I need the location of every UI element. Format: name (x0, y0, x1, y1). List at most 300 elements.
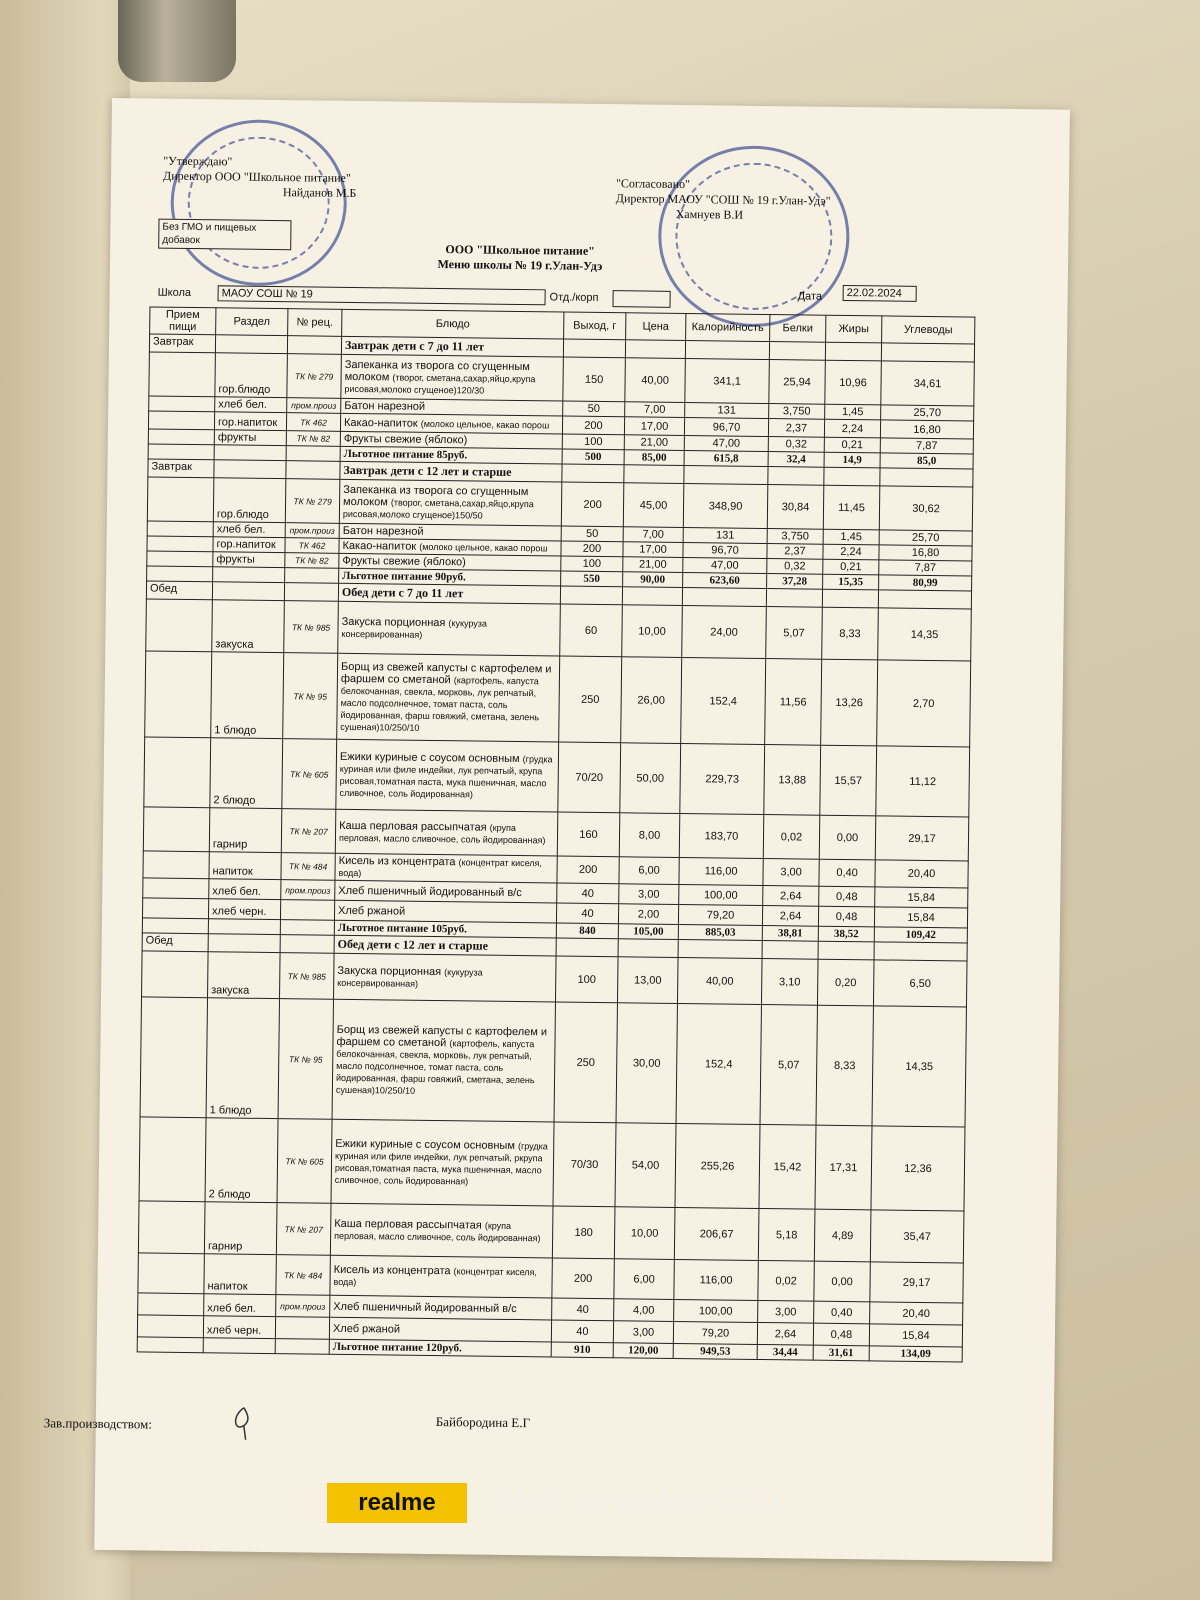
section-category: гор.напиток (214, 412, 286, 431)
dish-cell (339, 479, 562, 526)
dish-cell (329, 1317, 551, 1342)
empty-cell (284, 583, 338, 602)
value-out: 200 (561, 482, 624, 527)
empty-cell (203, 1338, 275, 1354)
empty-cell (149, 396, 215, 412)
dish-ingredients: (молоко цельное, какао порош (419, 541, 548, 554)
empty-cell (213, 567, 285, 583)
empty-cell (147, 566, 213, 582)
value-kcal: 183,70 (679, 813, 764, 858)
dish-name: Хлеб ржаной (332, 1322, 401, 1336)
meal-label: Завтрак (148, 459, 214, 478)
total-kcal: 623,60 (683, 573, 767, 589)
dish-ingredients: (творог, сметана,сахар,яйцо,крупа рисовая,молоко сгущеное)150/50 (342, 496, 534, 521)
value-price: 4,00 (614, 1299, 674, 1322)
section-category: гор.напиток (213, 537, 285, 553)
camera-watermark: Shot on realme C30 (495, 1484, 780, 1519)
section-category: напиток (204, 1254, 276, 1295)
recipe-number: ТК № 605 (277, 1119, 332, 1204)
value-f: 4,89 (814, 1209, 871, 1262)
value-c: 15,84 (875, 887, 968, 908)
recipe-number: пром.произ (276, 1295, 330, 1318)
dept-value (612, 290, 670, 308)
value-kcal: 255,26 (675, 1123, 760, 1208)
value-c: 2,70 (877, 660, 971, 747)
value-f: 0,00 (814, 1261, 870, 1302)
column-header: Прием пищи (150, 307, 216, 335)
value-c: 7,87 (880, 438, 973, 454)
total-out: 840 (556, 923, 618, 939)
no-gmo-line1: Без ГМО и пищевых (162, 221, 257, 234)
empty-cell (280, 920, 334, 936)
empty-cell (560, 586, 622, 605)
value-b: 5,07 (766, 607, 823, 660)
dish-cell (335, 880, 557, 903)
approval-right (616, 176, 831, 224)
dish-cell (330, 1203, 553, 1258)
dish-name: Запеканка из творога со сгущенным молоком (343, 483, 529, 508)
empty-cell (556, 938, 618, 957)
dish-ingredients: (кукуруза консервированная) (337, 966, 483, 989)
section-category: хлеб бел. (209, 879, 281, 900)
value-price: 50,00 (620, 743, 681, 814)
value-c: 20,40 (875, 860, 968, 888)
section-category: 1 блюдо (211, 652, 284, 739)
value-b: 3,00 (763, 859, 819, 887)
value-price: 21,00 (624, 435, 684, 451)
value-price: 10,00 (622, 605, 683, 658)
value-b: 2,64 (757, 1322, 813, 1345)
table-row (145, 651, 971, 747)
value-out: 160 (557, 812, 620, 857)
value-c: 25,70 (881, 405, 974, 421)
value-kcal: 206,67 (674, 1207, 759, 1260)
approval-left-line1: "Утверждаю" (163, 153, 233, 169)
dish-name: Хлеб пшеничный йодированный в/с (333, 1300, 517, 1315)
value-kcal: 116,00 (679, 857, 763, 885)
value-kcal: 116,00 (674, 1259, 758, 1300)
approval-left-signer: Найданов М.Б (282, 185, 357, 200)
value-price: 45,00 (623, 483, 684, 528)
recipe-number: ТК № 484 (276, 1255, 330, 1296)
dish-name: Батон нарезной (342, 524, 424, 538)
table-row (139, 1117, 965, 1211)
empty-cell (874, 942, 967, 961)
dish-cell (341, 354, 564, 401)
empty-cell (766, 589, 822, 608)
empty-cell (762, 941, 818, 960)
empty-cell (285, 568, 339, 584)
total-kcal: 885,03 (678, 924, 762, 940)
section-category: гарнир (204, 1202, 277, 1255)
empty-cell (625, 340, 685, 359)
empty-cell (622, 587, 682, 606)
empty-cell (563, 339, 625, 358)
total-price: 120,00 (613, 1343, 673, 1359)
value-f: 0,48 (818, 906, 874, 927)
dish-name: Ежики куриные с соусом основным (339, 750, 520, 765)
empty-cell (149, 352, 216, 397)
value-f: 0,00 (819, 815, 876, 860)
value-b: 0,02 (758, 1260, 814, 1301)
value-b: 3,00 (758, 1300, 814, 1323)
empty-cell (822, 589, 878, 608)
empty-cell (685, 341, 769, 360)
value-price: 30,00 (616, 1003, 677, 1124)
value-price: 6,00 (614, 1259, 674, 1300)
value-f: 1,45 (823, 529, 879, 545)
value-kcal: 100,00 (674, 1299, 758, 1322)
value-b: 13,88 (764, 745, 821, 816)
value-price: 13,00 (617, 957, 678, 1004)
value-price: 26,00 (621, 657, 682, 744)
recipe-number: пром.произ (281, 880, 335, 901)
value-price: 3,00 (613, 1321, 673, 1344)
value-out: 40 (552, 1298, 614, 1321)
signature-mark (226, 1401, 266, 1441)
value-out: 200 (552, 1258, 614, 1299)
no-gmo-line2: добавок (162, 234, 200, 247)
empty-cell (212, 582, 284, 601)
column-header: Раздел (216, 308, 288, 336)
empty-cell (142, 951, 209, 998)
dish-ingredients: (грудка куриная или филе индейки, лук репчатый, крупа рисовая,томатная паста, мука пшеничная, масло сливочное, соль йодированная) (339, 753, 553, 799)
value-c: 15,84 (874, 907, 967, 928)
value-price: 6,00 (619, 857, 679, 885)
approval-right-line2: Директор МАОУ "СОШ № 19 г.Улан-Удэ" (615, 191, 831, 208)
value-out: 100 (562, 434, 624, 450)
empty-cell (208, 919, 280, 935)
value-out: 100 (555, 956, 618, 1003)
section-title: Завтрак дети с 12 лет и старше (340, 461, 562, 482)
recipe-number: пром.произ (285, 523, 339, 539)
dish-name: Закуска порционная (337, 964, 442, 978)
school-label: Школа (157, 286, 192, 299)
empty-cell (214, 460, 286, 479)
value-c: 14,35 (878, 608, 972, 661)
value-f: 0,40 (819, 859, 875, 887)
dish-cell (335, 809, 558, 856)
total-b: 37,28 (767, 574, 823, 590)
dish-name: Батон нарезной (344, 399, 426, 413)
approval-right-signer: Хамнуев В.И (675, 206, 744, 222)
column-header: Калорийность (686, 314, 770, 342)
value-out: 50 (563, 401, 625, 417)
total-kcal: 615,8 (684, 451, 768, 467)
empty-cell (148, 444, 214, 460)
value-price: 7,00 (623, 527, 683, 543)
value-b: 0,32 (768, 437, 824, 453)
empty-cell (824, 467, 880, 486)
empty-cell (138, 1253, 204, 1294)
value-f: 0,21 (823, 559, 879, 575)
dish-cell (334, 953, 557, 1002)
value-b: 0,02 (763, 815, 820, 860)
recipe-number: ТК № 484 (281, 853, 335, 881)
total-out: 500 (562, 449, 624, 465)
value-out: 250 (554, 1002, 617, 1123)
column-header: Жиры (826, 315, 882, 343)
menu-table (137, 306, 976, 1362)
value-price: 40,00 (625, 358, 686, 403)
empty-cell (878, 590, 971, 609)
value-kcal: 96,70 (684, 418, 768, 437)
value-f: 0,20 (817, 959, 874, 1006)
value-b: 0,32 (767, 559, 823, 575)
value-b: 3,750 (767, 529, 823, 545)
section-category: фрукты (213, 552, 285, 568)
section-category: хлеб черн. (203, 1316, 275, 1339)
total-c: 80,99 (879, 575, 972, 591)
recipe-number: ТК № 985 (284, 601, 339, 654)
value-price: 2,00 (618, 904, 678, 925)
empty-cell (146, 599, 213, 652)
value-out: 40 (557, 883, 619, 904)
value-kcal: 47,00 (684, 436, 768, 452)
value-kcal: 229,73 (680, 743, 765, 814)
empty-cell (825, 342, 881, 361)
value-out: 70/30 (553, 1122, 616, 1207)
empty-cell (142, 898, 208, 919)
total-f: 31,61 (813, 1345, 869, 1361)
dept-label: Отд./корп (549, 291, 599, 304)
value-price: 7,00 (625, 402, 685, 418)
empty-cell (147, 551, 213, 567)
value-f: 17,31 (815, 1125, 872, 1210)
empty-cell (137, 1337, 203, 1353)
meal-label: Обед (142, 933, 208, 952)
value-out: 200 (557, 856, 619, 884)
value-b: 15,42 (759, 1124, 816, 1209)
value-c: 16,80 (880, 420, 973, 439)
dish-cell (332, 999, 555, 1122)
dish-ingredients: (картофель, капуста белокочанная, свекла, морковь, лук репчатый, масло подсолнечное, томат паста, соль йодированная, фарш говяжий, сметана, зелень сушеная)10/250/10 (340, 674, 540, 733)
value-c: 25,70 (879, 530, 972, 546)
dish-cell (330, 1295, 552, 1320)
dish-name: Каша перловая рассыпчатая (334, 1217, 482, 1232)
empty-cell (880, 468, 973, 487)
empty-cell (208, 934, 280, 953)
value-kcal: 40,00 (677, 957, 762, 1004)
empty-cell (286, 461, 340, 480)
dish-ingredients: (крупа перловая, масло сливочное, соль йодированная) (334, 1220, 541, 1243)
value-f: 10,96 (825, 360, 882, 405)
section-category: хлеб черн. (208, 899, 280, 920)
dish-cell (337, 653, 560, 742)
value-out: 60 (560, 604, 623, 657)
value-price: 17,00 (623, 542, 683, 558)
empty-cell (147, 521, 213, 537)
total-label: Льготное питание 85руб. (340, 446, 562, 464)
dish-name: Хлеб ржаной (338, 904, 406, 918)
value-f: 8,33 (816, 1005, 873, 1126)
value-b: 11,56 (765, 659, 822, 746)
recipe-number: ТК № 82 (286, 431, 340, 447)
dish-name: Кисель из концентрата (333, 1263, 451, 1277)
recipe-number: ТК 462 (285, 538, 339, 554)
approval-left (163, 154, 357, 201)
approval-left-line2: Директор ООО "Школьное питание" (162, 168, 351, 185)
value-price: 8,00 (619, 813, 680, 858)
value-f: 13,26 (821, 659, 878, 746)
empty-cell (280, 935, 334, 954)
value-b: 5,07 (760, 1005, 817, 1126)
dish-cell (330, 1255, 552, 1298)
dish-ingredients: (концентрат киселя, вода) (338, 857, 543, 879)
section-category: гарнир (209, 808, 282, 853)
total-out: 910 (551, 1342, 613, 1358)
value-price: 17,00 (624, 417, 684, 436)
dish-name: Какао-напиток (342, 539, 417, 553)
total-b: 32,4 (768, 452, 824, 468)
section-category: гор.блюдо (215, 353, 288, 398)
dish-name: Борщ из свежей капусты с картофелем и фаршем со сметаной (340, 660, 552, 686)
column-header: Блюдо (342, 309, 564, 339)
value-b: 30,84 (767, 485, 824, 530)
dish-name: Каша перловая рассыпчатая (339, 819, 487, 834)
empty-cell (144, 737, 211, 808)
value-price: 10,00 (614, 1207, 675, 1260)
recipe-number (275, 1317, 329, 1340)
value-f: 0,48 (819, 886, 875, 907)
value-c: 15,84 (869, 1324, 962, 1347)
empty-cell (148, 429, 214, 445)
total-kcal: 949,53 (673, 1343, 757, 1359)
section-category: закуска (212, 600, 285, 653)
value-price: 3,00 (619, 884, 679, 905)
value-b: 25,94 (769, 360, 826, 405)
school-value: МАОУ СОШ № 19 (218, 285, 546, 305)
total-label: Льготное питание 120руб. (329, 1339, 551, 1357)
column-header: Выход, г (564, 312, 626, 340)
value-f: 8,33 (822, 607, 879, 660)
value-kcal: 100,00 (679, 884, 763, 905)
empty-cell (139, 1117, 206, 1202)
value-out: 70/20 (558, 742, 621, 813)
total-price: 85,00 (624, 450, 684, 466)
value-out: 200 (561, 541, 623, 557)
value-c: 12,36 (871, 1126, 965, 1211)
table-row (140, 997, 966, 1127)
empty-cell (137, 1315, 203, 1338)
title-company: ООО "Школьное питание" (445, 242, 595, 258)
empty-cell (562, 464, 624, 483)
total-c: 134,09 (869, 1346, 962, 1362)
value-kcal: 348,90 (683, 484, 768, 529)
value-c: 29,17 (870, 1262, 963, 1303)
title-school-menu: Меню школы № 19 г.Улан-Удэ (437, 256, 603, 274)
date-value: 22.02.2024 (843, 285, 917, 302)
dish-ingredients: (молоко цельное, какао порош (420, 418, 550, 430)
value-out: 100 (561, 556, 623, 572)
value-c: 14,35 (872, 1006, 966, 1127)
value-c: 20,40 (870, 1302, 963, 1325)
dish-ingredients: (кукуруза консервированная) (341, 617, 488, 640)
recipe-number (280, 900, 334, 921)
empty-cell (143, 851, 209, 879)
empty-cell (140, 997, 207, 1118)
empty-cell (148, 411, 214, 430)
value-c: 16,80 (879, 545, 972, 561)
value-out: 150 (563, 357, 626, 402)
section-category: хлеб бел. (204, 1294, 276, 1317)
recipe-number: ТК № 95 (283, 653, 338, 740)
dish-ingredients: (крупа перловая, масло сливочное, соль йодированная) (338, 822, 546, 845)
total-out: 550 (561, 571, 623, 587)
production-head-label: Зав.производством: (43, 1415, 153, 1432)
empty-cell (138, 1201, 205, 1254)
production-head-name: Байбородина Е.Г (435, 1414, 531, 1431)
value-c: 30,62 (879, 486, 973, 531)
date-label: Дата (797, 290, 823, 303)
empty-cell (143, 878, 209, 899)
total-f: 14,9 (824, 452, 880, 468)
dish-name: Хлеб пшеничный йодированный в/с (338, 884, 522, 899)
dish-ingredients: (концентрат киселя, вода) (333, 1265, 538, 1287)
section-category: 2 блюдо (205, 1118, 278, 1203)
value-kcal: 131 (683, 528, 767, 544)
value-f: 15,57 (820, 745, 877, 816)
value-out: 200 (562, 416, 624, 435)
value-c: 6,50 (873, 960, 967, 1007)
empty-cell (769, 342, 825, 361)
recipe-number: ТК № 95 (278, 999, 333, 1120)
dish-cell (331, 1119, 554, 1206)
value-kcal: 79,20 (673, 1321, 757, 1344)
total-c: 109,42 (874, 927, 967, 943)
column-header: Цена (626, 313, 686, 341)
empty-cell (624, 465, 684, 484)
section-category: 1 блюдо (206, 998, 279, 1119)
dish-name: Кисель из концентрата (338, 854, 456, 869)
column-header: № рец. (288, 309, 342, 337)
approval-right-line1: "Согласовано" (615, 176, 691, 192)
empty-cell (286, 446, 340, 462)
section-title: Завтрак дети с 7 до 11 лет (341, 336, 563, 357)
value-c: 11,12 (876, 746, 970, 817)
dish-name: Запеканка из творога со сгущенным молоком (344, 358, 530, 383)
empty-cell (214, 445, 286, 461)
section-category: фрукты (214, 430, 286, 446)
camera-brand-logo: realme (327, 1483, 467, 1523)
value-c: 7,87 (879, 560, 972, 576)
value-b: 2,37 (767, 544, 823, 560)
column-header: Белки (770, 315, 826, 343)
total-b: 38,81 (762, 926, 818, 942)
empty-cell (143, 807, 210, 852)
total-label: Льготное питание 105руб. (334, 920, 556, 938)
section-category: хлеб бел. (215, 397, 287, 413)
recipe-number: ТК 462 (286, 413, 340, 432)
dish-name: Фрукты свежие (яблоко) (342, 554, 466, 569)
total-c: 85,0 (880, 453, 973, 469)
value-b: 2,64 (762, 906, 818, 927)
dish-ingredients: (картофель, капуста белокочанная, свекла, морковь, лук репчатый, масло подсолнечное, томат паста, соль йодированная, фарш говяжий, сметана, зелень сушеная)10/250/10 (335, 1037, 535, 1096)
value-c: 29,17 (875, 816, 969, 861)
meal-label: Обед (146, 581, 212, 600)
recipe-number: ТК № 82 (285, 553, 339, 569)
value-b: 2,37 (768, 419, 824, 438)
empty-cell (138, 1293, 204, 1316)
section-category: напиток (209, 852, 281, 880)
dish-ingredients: (грудка куриная или филе индейки, лук репчатый, ркрупа рисовая,томатная паста, мука пшеничная, масло сливочное, соль йодированная) (334, 1140, 548, 1186)
empty-cell (618, 939, 678, 958)
empty-cell (287, 336, 341, 355)
value-out: 50 (561, 526, 623, 542)
value-b: 5,18 (758, 1208, 815, 1261)
dish-cell (335, 853, 557, 883)
value-out: 40 (556, 903, 618, 924)
